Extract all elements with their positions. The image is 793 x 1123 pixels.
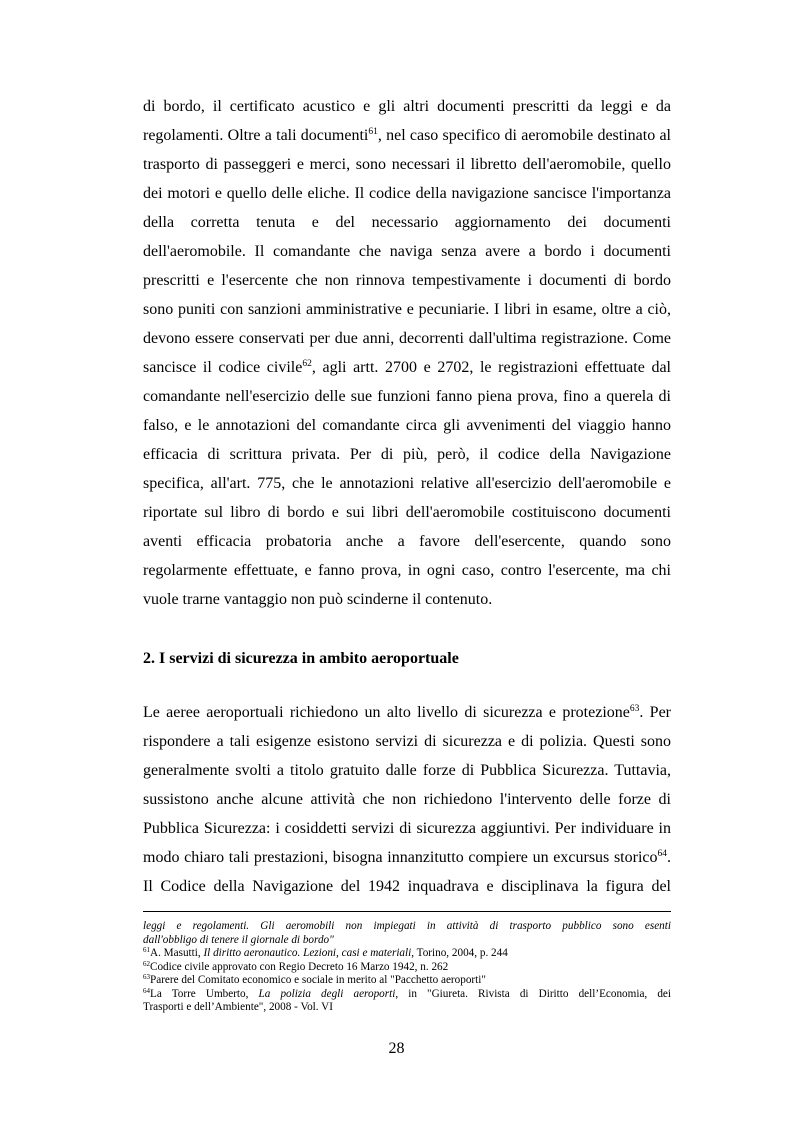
footnote-continuation: leggi e regolamenti. Gli aeromobili non impiegati in attività di trasporto pubblico sono esenti: [143, 920, 671, 932]
section-heading: 2. I servizi di sicurezza in ambito aeroportuale: [143, 650, 459, 667]
text-line: regolamenti. Oltre a tali documenti$^{61}$, nel caso specifico di aeromobile destinato al: [143, 127, 671, 144]
text-line: modo chiaro tali prestazioni, bisogna innanzitutto compiere un excursus storico$^{64}$.: [143, 849, 671, 866]
text-line: falso, e le annotazioni del comandante circa gli avvenimenti del viaggio hanno: [143, 417, 671, 434]
footnote-ref-63[interactable]: 63: [629, 704, 640, 714]
footnote-63: $^{63}$Parere del Comitato economico e sociale in merito al "Pacchetto aeroporti": [143, 973, 486, 986]
text-line: di bordo, il certificato acustico e gli altri documenti prescritti da leggi e da: [143, 98, 671, 115]
paragraph-documents: [143, 92, 671, 614]
text-line: Pubblica Sicurezza: i cosiddetti servizi di sicurezza aggiuntivi. Per individuare in: [143, 820, 671, 837]
footnote-62: $^{62}$Codice civile approvato con Regio Decreto 16 Marzo 1942, n. 262: [143, 959, 449, 973]
text-line: devono essere conservati per due anni, decorrenti dall'ultima registrazione. Come: [143, 330, 671, 347]
footnote-ref-64[interactable]: 64: [657, 849, 667, 859]
footnote-ref-61[interactable]: 61: [368, 127, 378, 137]
text-line: vuole trarne vantaggio non può scinderne il contenuto.: [143, 591, 493, 608]
text-line: dei motori e quello delle eliche. Il codice della navigazione sancisce l'importanza: [143, 185, 671, 202]
text-line: sono puniti con sanzioni amministrative e pecuniarie. I libri in esame, oltre a ciò,: [143, 301, 671, 318]
text-line: rispondere a tali esigenze esistono servizi di sicurezza e di polizia. Questi sono: [143, 733, 671, 750]
text-line: sancisce il codice civile$^{62}$, agli artt. 2700 e 2702, le registrazioni effettuate dal: [143, 359, 671, 376]
text-line: riportate sul libro di bordo e sui libri dell'aeromobile costituiscono documenti: [143, 504, 671, 521]
text-line: generalmente svolti a titolo gratuito dalle forze di Pubblica Sicurezza. Tuttavia,: [143, 762, 671, 779]
page-number: 28: [388, 1040, 405, 1057]
text-line: Le aeree aeroportuali richiedono un alto livello di sicurezza e protezione$^{63}$. Per: [143, 704, 672, 721]
text-line: specifica, all'art. 775, che le annotazioni relative all'esercizio dell'aeromobile e: [143, 475, 671, 492]
text-line: comandante nell'esercizio delle sue funzioni fanno piena prova, fino a querela di: [143, 388, 671, 405]
footnote-divider: [143, 911, 671, 912]
footnote-64-continuation: Trasporti e dell’Ambiente", 2008 - Vol. VI: [143, 1001, 333, 1013]
text-line: aventi efficacia probatoria anche a favore dell'esercente, quando sono: [143, 533, 671, 550]
footnote-continuation: dall'obbligo di tenere il giornale di bordo": [143, 933, 334, 946]
text-line: efficacia di scrittura privata. Per di più, però, il codice della Navigazione: [143, 446, 671, 463]
paragraph-security-services: [143, 698, 671, 901]
text-line: trasporto di passeggeri e merci, sono necessari il libretto dell'aeromobile, quello: [143, 156, 671, 173]
text-line: dell'aeromobile. Il comandante che naviga senza avere a bordo i documenti: [143, 243, 671, 260]
text-line: regolarmente effettuate, e fanno prova, in ogni caso, contro l'esercente, ma chi: [143, 562, 671, 579]
text-line: sussistono anche alcune attività che non richiedono l'intervento delle forze di: [143, 791, 671, 808]
text-line: della corretta tenuta e del necessario aggiornamento dei documenti: [143, 214, 671, 231]
text-line: prescritti e l'esercente che non rinnova tempestivamente i documenti di bordo: [143, 272, 671, 289]
footnote-ref-62[interactable]: 62: [302, 359, 312, 369]
footnote-64: $^{64}$La Torre Umberto, La polizia degli aeroporti, in "Giureta. Rivista di Diritto dell’Economia, dei: [143, 986, 671, 1000]
footnote-61: $^{61}$A. Masutti, Il diritto aeronautico. Lezioni, casi e materiali, Torino, 2004, p. 244: [143, 946, 508, 959]
text-line: Il Codice della Navigazione del 1942 inquadrava e disciplinava la figura del: [143, 878, 671, 895]
footnotes: [143, 920, 671, 1015]
